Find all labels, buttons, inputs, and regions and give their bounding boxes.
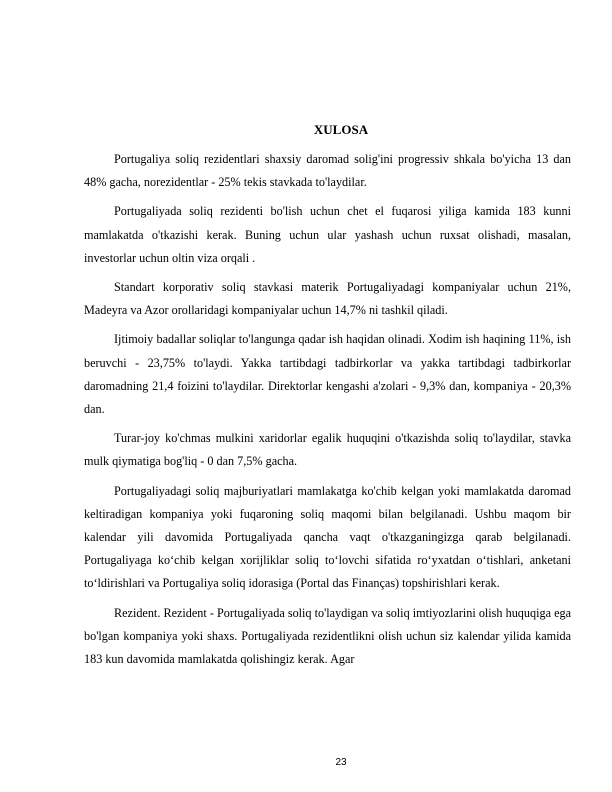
paragraph-7: Rezident. Rezident - Portugaliyada soliq to'laydigan va soliq imtiyozlarini olish huquqiga ega bo'lgan kompaniya yoki shaxs. Portugaliyada rezidentlikni olish uchun siz kalendar yilida kamida 183 kun davomida mamlakatda qolishingiz kerak. Agar xyxy=(84,605,571,667)
paragraph-1: Portugaliya soliq rezidentlari shaxsiy daromad solig'ini progressiv shkala bo'yicha 13 dan 48% gacha, norezidentlar - 25% tekis stavkada to'laydilar. xyxy=(84,152,571,190)
paragraph-4: Ijtimoiy badallar soliqlar to'langunga qadar ish haqidan olinadi. Xodim ish haqining 11%, ish beruvchi - 23,75% to'laydi. Yakka tartibdagi tadbirkorlar va yakka tartibdagi tadbirkorlar daromadning 21,4 foizini to'laydilar. Direktorlar kengashi a'zolari - 9,3% dan, kompaniya - 20,3% dan. xyxy=(84,332,571,417)
page-number: 23 xyxy=(335,757,347,768)
paragraph-6: Portugaliyadagi soliq majburiyatlari mamlakatga ko'chib kelgan yoki mamlakatda daromad keltiradigan kompaniya yoki fuqaroning soliq maqomi bilan belgilanadi. Ushbu maqom bir kalendar yili davomida Portugaliyada qancha vaqt o'tkazganingizga qarab belgilanadi. Portugaliyaga ko‘chib kelgan xorijliklar soliq to‘lovchi sifatida ro‘yxatdan o‘tishlari, anketani to‘ldirishlari va Portugaliya soliq idorasiga (Portal das Finanças) topshirishlari kerak. xyxy=(84,483,571,591)
page-title: XULOSA xyxy=(313,122,369,137)
paragraph-5: Turar-joy ko'chmas mulkini xaridorlar egalik huquqini o'tkazishda soliq to'laydilar, stavka mulk qiymatiga bog'liq - 0 dan 7,5% gacha. xyxy=(84,431,571,469)
paragraph-2: Portugaliyada soliq rezidenti bo'lish uchun chet el fuqarosi yiliga kamida 183 kunni mamlakatda o'tkazishi kerak. Buning uchun ular yashash uchun ruxsat olishadi, masalan, investorlar uchun oltin viza orqali . xyxy=(84,204,571,265)
document-body xyxy=(84,148,571,677)
paragraph-3: Standart korporativ soliq stavkasi materik Portugaliyadagi kompaniyalar uchun 21%, Madeyra va Azor orollaridagi kompaniyalar uchun 14,7% ni tashkil qiladi. xyxy=(84,280,571,318)
